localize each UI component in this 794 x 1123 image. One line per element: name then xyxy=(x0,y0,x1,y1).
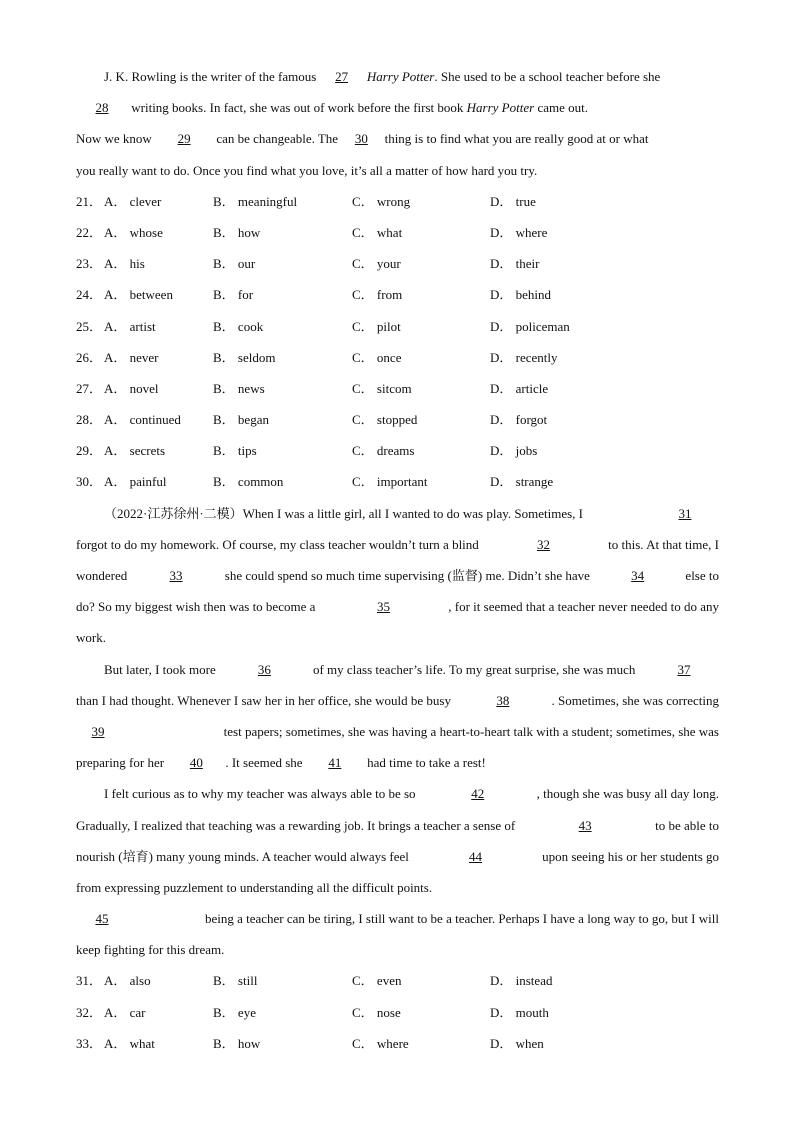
text-segment: But later, I took more xyxy=(104,661,220,677)
question-21 xyxy=(76,186,719,217)
option-b: B． common xyxy=(213,474,284,490)
option-a: A． secrets xyxy=(104,443,166,459)
text-segment: can be changeable. The xyxy=(213,131,342,147)
text-segment: , though she was busy all day long. xyxy=(536,786,719,802)
option-b: B． meaningful xyxy=(213,193,298,209)
option-d: D． instead xyxy=(490,973,553,989)
option-b: B． how xyxy=(213,224,261,240)
passage-line xyxy=(76,529,719,560)
question-31 xyxy=(76,965,719,996)
blank-27: 27 xyxy=(335,69,349,84)
blank-31: 31 xyxy=(678,505,692,521)
question-33 xyxy=(76,1028,719,1059)
blank-33: 33 xyxy=(169,568,183,583)
text-segment: you really want to do. Once you find what you love, it’s all a matter of how hard you try. xyxy=(76,162,538,178)
passage-line xyxy=(76,92,719,123)
question-number: 32． xyxy=(76,1004,103,1020)
option-b: B． cook xyxy=(213,318,264,334)
blank-44: 44 xyxy=(468,848,482,864)
passage-line xyxy=(76,123,719,154)
text-segment: do? So my biggest wish then was to become a xyxy=(76,599,319,615)
blank-45: 45 xyxy=(95,911,109,927)
option-a: A． between xyxy=(104,287,173,303)
blank-36: 36 xyxy=(257,661,271,677)
text-segment: preparing for her xyxy=(76,755,168,771)
text-segment: from expressing puzzlement to understanding all the difficult points. xyxy=(76,879,433,895)
text-segment: J. K. Rowling is the writer of the famous xyxy=(104,69,320,84)
option-a: A． what xyxy=(104,1035,155,1051)
blank-32: 32 xyxy=(536,536,550,552)
question-number: 30． xyxy=(76,474,103,490)
text-segment: nourish (培育) many young minds. A teacher would always feel xyxy=(76,848,413,864)
passage-line xyxy=(76,778,719,809)
text-segment: thing is to find what you are really good at or what xyxy=(381,131,649,147)
text-segment: she could spend so much time supervising (监督) me. Didn’t she have xyxy=(221,568,594,583)
question-number: 23． xyxy=(76,256,103,272)
blank-39: 39 xyxy=(91,723,105,739)
text-segment: I felt curious as to why my teacher was always able to be so xyxy=(104,786,419,802)
text-segment: of my class teacher’s life. To my great surprise, she was much xyxy=(309,661,639,677)
blank-29: 29 xyxy=(177,131,191,147)
text-segment: Gradually, I realized that teaching was a rewarding job. It brings a teacher a sense of xyxy=(76,817,519,833)
option-d: D． when xyxy=(490,1035,544,1051)
option-d: D． strange xyxy=(490,474,554,490)
option-d: D． jobs xyxy=(490,443,538,459)
option-b: B． news xyxy=(213,380,265,396)
passage-line xyxy=(76,810,719,841)
option-d: D． recently xyxy=(490,349,558,365)
question-list-1 xyxy=(76,186,719,498)
book-title: Harry Potter xyxy=(466,100,535,116)
text-segment: . It seemed she xyxy=(225,755,306,771)
option-c: C． nose xyxy=(352,1004,401,1020)
option-b: B． seldom xyxy=(213,349,276,365)
option-d: D． their xyxy=(490,256,540,272)
blank-42: 42 xyxy=(471,786,485,802)
question-number: 25． xyxy=(76,318,103,334)
passage-line xyxy=(76,61,719,92)
option-c: C． wrong xyxy=(352,193,411,209)
option-a: A． painful xyxy=(104,474,167,490)
passage-line xyxy=(76,841,719,872)
question-28 xyxy=(76,404,719,435)
question-23 xyxy=(76,248,719,279)
option-c: C． your xyxy=(352,256,401,272)
question-number: 33． xyxy=(76,1035,103,1051)
passage-line xyxy=(76,747,719,778)
option-d: D． true xyxy=(490,193,536,209)
option-a: A． his xyxy=(104,256,145,272)
option-c: C． from xyxy=(352,287,403,303)
option-a: A． never xyxy=(104,349,159,365)
question-27 xyxy=(76,373,719,404)
option-c: C． stopped xyxy=(352,412,418,428)
text-segment: , for it seemed that a teacher never needed to do any xyxy=(448,599,719,615)
option-d: D． article xyxy=(490,380,549,396)
blank-35: 35 xyxy=(376,599,390,615)
passage-line xyxy=(76,934,719,965)
passage-line xyxy=(76,903,719,934)
option-d: D． behind xyxy=(490,287,552,303)
option-c: C． even xyxy=(352,973,402,989)
question-number: 29． xyxy=(76,443,103,459)
question-29 xyxy=(76,435,719,466)
option-b: B． eye xyxy=(213,1004,256,1020)
blank-43: 43 xyxy=(578,817,592,833)
option-b: B． still xyxy=(213,973,258,989)
option-a: A． car xyxy=(104,1004,146,1020)
option-c: C． once xyxy=(352,349,402,365)
text-segment: than I had thought. Whenever I saw her in her office, she would be busy xyxy=(76,692,455,708)
text-segment: Now we know xyxy=(76,131,156,147)
text-segment: to be able to xyxy=(651,817,719,833)
passage-line xyxy=(76,622,719,653)
option-c: C． dreams xyxy=(352,443,415,459)
option-a: A． novel xyxy=(104,380,159,396)
option-d: D． policeman xyxy=(490,318,570,334)
text-segment: to this. At that time, I xyxy=(604,536,719,552)
worksheet-page xyxy=(76,61,719,1059)
text-segment: being a teacher can be tiring, I still want to be a teacher. Perhaps I have a long way to go, but I will xyxy=(201,911,719,927)
option-c: C． where xyxy=(352,1035,409,1051)
option-c: C． sitcom xyxy=(352,380,412,396)
question-32 xyxy=(76,997,719,1028)
option-c: C． pilot xyxy=(352,318,401,334)
text-segment: test papers; sometimes, she was having a heart-to-heart talk with a student; sometimes, she was xyxy=(220,723,719,739)
text-segment: . She used to be a school teacher before she xyxy=(434,69,661,84)
option-b: B． our xyxy=(213,256,256,272)
passage-line xyxy=(76,155,719,186)
question-number: 31． xyxy=(76,973,103,989)
passage-line xyxy=(76,560,719,591)
text-segment: forgot to do my homework. Of course, my class teacher wouldn’t turn a blind xyxy=(76,536,483,552)
text-segment: came out. xyxy=(534,100,588,116)
question-number: 28． xyxy=(76,412,103,428)
text-segment: else to xyxy=(682,568,719,583)
option-b: B． how xyxy=(213,1035,261,1051)
text-segment: upon seeing his or her students go xyxy=(538,848,719,864)
blank-28: 28 xyxy=(95,100,109,116)
question-number: 27． xyxy=(76,380,103,396)
question-number: 22． xyxy=(76,224,103,240)
blank-34: 34 xyxy=(631,568,645,583)
text-segment: writing books. In fact, she was out of work before the first book xyxy=(128,100,467,116)
option-c: C． important xyxy=(352,474,428,490)
passage-line xyxy=(76,654,719,685)
passage-2 xyxy=(76,498,719,966)
book-title: Harry Potter xyxy=(366,69,435,84)
passage-1 xyxy=(76,61,719,186)
option-a: A． continued xyxy=(104,412,181,428)
question-list-2 xyxy=(76,965,719,1059)
option-d: D． forgot xyxy=(490,412,548,428)
text-segment: （2022·江苏徐州·二模）When I was a little girl, all I wanted to do was play. Sometimes, I xyxy=(104,505,587,521)
question-24 xyxy=(76,279,719,310)
question-26 xyxy=(76,342,719,373)
text-segment: . Sometimes, she was correcting xyxy=(551,692,719,708)
question-22 xyxy=(76,217,719,248)
option-a: A． artist xyxy=(104,318,156,334)
blank-41: 41 xyxy=(328,755,342,771)
text-segment: keep fighting for this dream. xyxy=(76,942,225,958)
option-b: B． began xyxy=(213,412,269,428)
blank-37: 37 xyxy=(677,661,691,677)
text-segment: work. xyxy=(76,630,106,646)
option-b: B． for xyxy=(213,287,254,303)
option-a: A． clever xyxy=(104,193,162,209)
question-number: 24． xyxy=(76,287,103,303)
option-a: A． whose xyxy=(104,224,163,240)
blank-40: 40 xyxy=(189,755,203,771)
blank-30: 30 xyxy=(354,131,368,147)
passage-line xyxy=(76,498,719,529)
question-25 xyxy=(76,311,719,342)
passage-line xyxy=(76,716,719,747)
question-number: 26． xyxy=(76,349,103,365)
passage-line xyxy=(76,591,719,622)
option-c: C． what xyxy=(352,224,403,240)
option-d: D． where xyxy=(490,224,548,240)
option-a: A． also xyxy=(104,973,151,989)
passage-line xyxy=(76,685,719,716)
text-segment: had time to take a rest! xyxy=(363,755,486,771)
question-30 xyxy=(76,466,719,497)
question-number: 21． xyxy=(76,193,103,209)
option-b: B． tips xyxy=(213,443,257,459)
text-segment: wondered xyxy=(76,568,131,583)
passage-line xyxy=(76,872,719,903)
blank-38: 38 xyxy=(496,692,510,708)
option-d: D． mouth xyxy=(490,1004,549,1020)
